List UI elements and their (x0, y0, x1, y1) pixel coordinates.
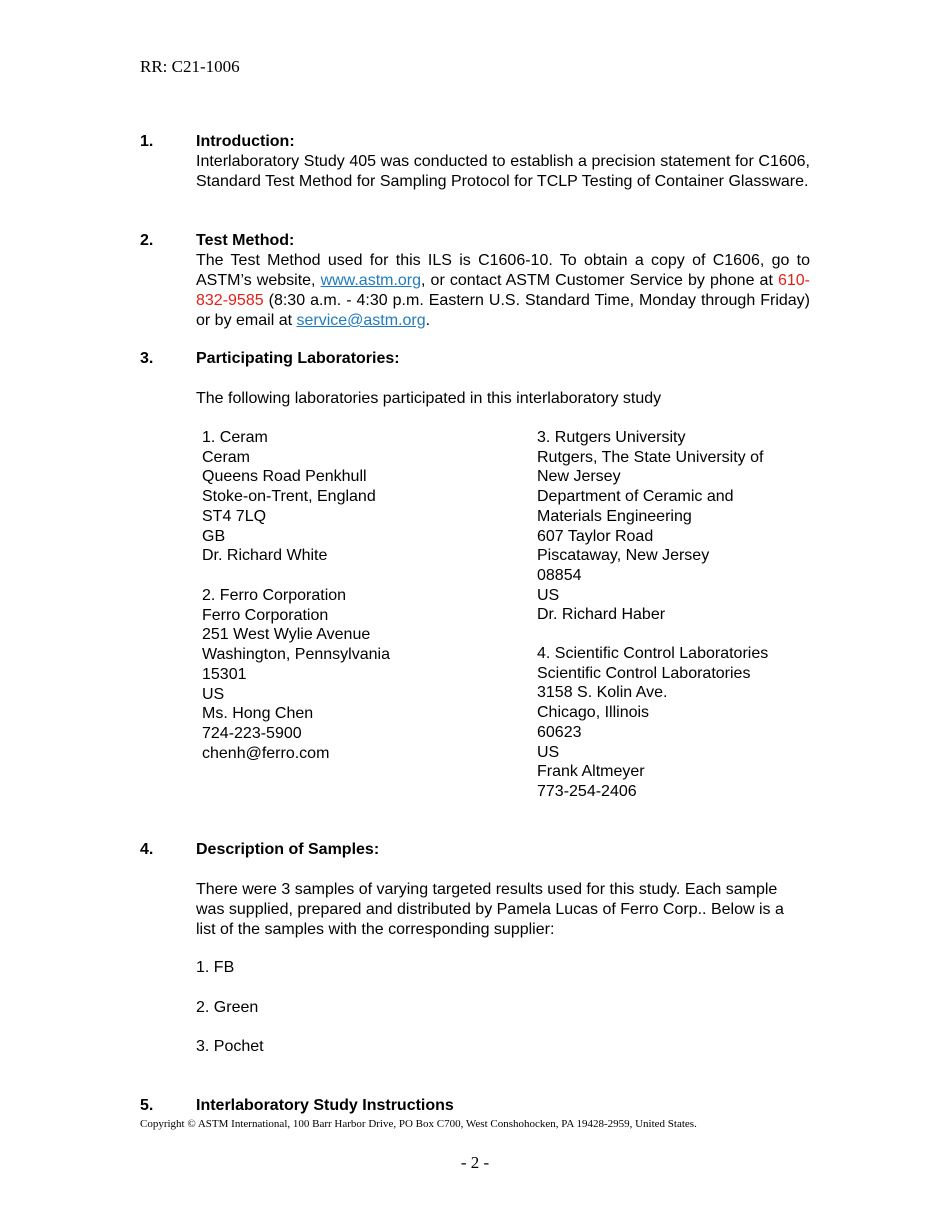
lab-1-block (202, 428, 376, 566)
lab-2-email: chenh@ferro.com (202, 744, 330, 762)
section-1-body: Interlaboratory Study 405 was conducted to establish a precision statement for C1606, Standard Test Method for Sampling Protocol for TCLP Testing of Container Glassware. (196, 153, 810, 190)
section-3-title: Participating Laboratories: (196, 350, 400, 367)
lab-4-line: Scientific Control Laboratories (537, 664, 751, 682)
section-4-body: There were 3 samples of varying targeted results used for this study. Each sample was supplied, prepared and distributed by Pamela Lucas of Ferro Corp.. Below is a list of the samples with the corresponding supplier: (196, 881, 784, 938)
lab-1-line: ST4 7LQ (202, 507, 267, 525)
lab-3-header: 3. Rutgers University (537, 429, 686, 446)
lab-3-line: Dr. Richard Haber (537, 606, 666, 624)
lab-3-line: 08854 (537, 566, 582, 584)
customer-service-phone[interactable]: 610-832-9585 (196, 272, 811, 309)
lab-3-line: Rutgers, The State University of (537, 448, 764, 466)
lab-4-line: 773-254-2406 (537, 782, 637, 800)
lab-2-line: 15301 (202, 665, 247, 683)
section-1-title: Introduction: (196, 133, 295, 150)
section-2-body (196, 251, 810, 331)
lab-1-line: GB (202, 527, 226, 545)
lab-3-line: 607 Taylor Road (537, 527, 654, 545)
lab-2-line: Washington, Pennsylvania (202, 646, 390, 664)
lab-3-line: US (537, 586, 560, 604)
lab-1-line: Queens Road Penkhull (202, 468, 367, 486)
lab-2-line: US (202, 685, 225, 703)
lab-1-line: Ceram (202, 448, 251, 466)
sample-item: 3. Pochet (196, 1038, 264, 1055)
lab-1-line: Stoke-on-Trent, England (202, 488, 376, 506)
lab-3-line: Materials Engineering (537, 507, 692, 525)
section-3-number: 3. (140, 350, 154, 367)
lab-1-header: 1. Ceram (202, 429, 268, 446)
lab-2-header: 2. Ferro Corporation (202, 587, 347, 604)
section-2-number: 2. (140, 232, 154, 249)
lab-4-line: US (537, 743, 560, 761)
lab-2-line: 251 West Wylie Avenue (202, 626, 371, 644)
section-1-number: 1. (140, 133, 154, 150)
lab-4-line: Chicago, Illinois (537, 704, 650, 722)
sample-item: 2. Green (196, 999, 259, 1016)
section-2-text-d: . (425, 312, 431, 329)
copyright-notice: Copyright © ASTM International, 100 Barr Harbor Drive, PO Box C700, West Conshohocken, PA 19428-2959, United States. (140, 1118, 697, 1130)
lab-3-line: Department of Ceramic and (537, 488, 734, 506)
document-code: RR: C21-1006 (140, 57, 240, 76)
astm-website-link[interactable]: www.astm.org (320, 272, 422, 289)
section-4-number: 4. (140, 841, 154, 858)
lab-2-line: 724-223-5900 (202, 724, 302, 742)
lab-4-block (537, 644, 768, 802)
lab-3-line: New Jersey (537, 468, 621, 486)
lab-3-line: Piscataway, New Jersey (537, 547, 710, 565)
section-2-text-c: (8:30 a.m. - 4:30 p.m. Eastern U.S. Standard Time, Monday through Friday) or by email at (196, 292, 810, 329)
lab-2-line: Ferro Corporation (202, 606, 329, 624)
section-3-intro: The following laboratories participated in this interlaboratory study (196, 390, 662, 407)
lab-4-header: 4. Scientific Control Laboratories (537, 645, 769, 662)
section-5-title: Interlaboratory Study Instructions (196, 1097, 454, 1114)
section-2-text-b: , or contact ASTM Customer Service by phone at (421, 272, 778, 289)
lab-4-line: 3158 S. Kolin Ave. (537, 684, 668, 702)
lab-1-line: Dr. Richard White (202, 547, 328, 565)
section-4-title: Description of Samples: (196, 841, 380, 858)
section-2-title: Test Method: (196, 232, 295, 249)
sample-item: 1. FB (196, 959, 235, 976)
section-5-number: 5. (140, 1097, 154, 1114)
lab-4-line: Frank Altmeyer (537, 763, 645, 781)
lab-2-line: Ms. Hong Chen (202, 705, 314, 723)
lab-4-line: 60623 (537, 723, 582, 741)
service-email-link[interactable]: service@astm.org (296, 312, 426, 329)
lab-3-block (537, 428, 763, 625)
page-number: - 2 - (460, 1153, 490, 1172)
lab-2-block (202, 586, 390, 763)
section-2-text-a: The Test Method used for this ILS is C1606-10. To obtain a copy of C1606, go to ASTM’s website, (196, 252, 810, 289)
